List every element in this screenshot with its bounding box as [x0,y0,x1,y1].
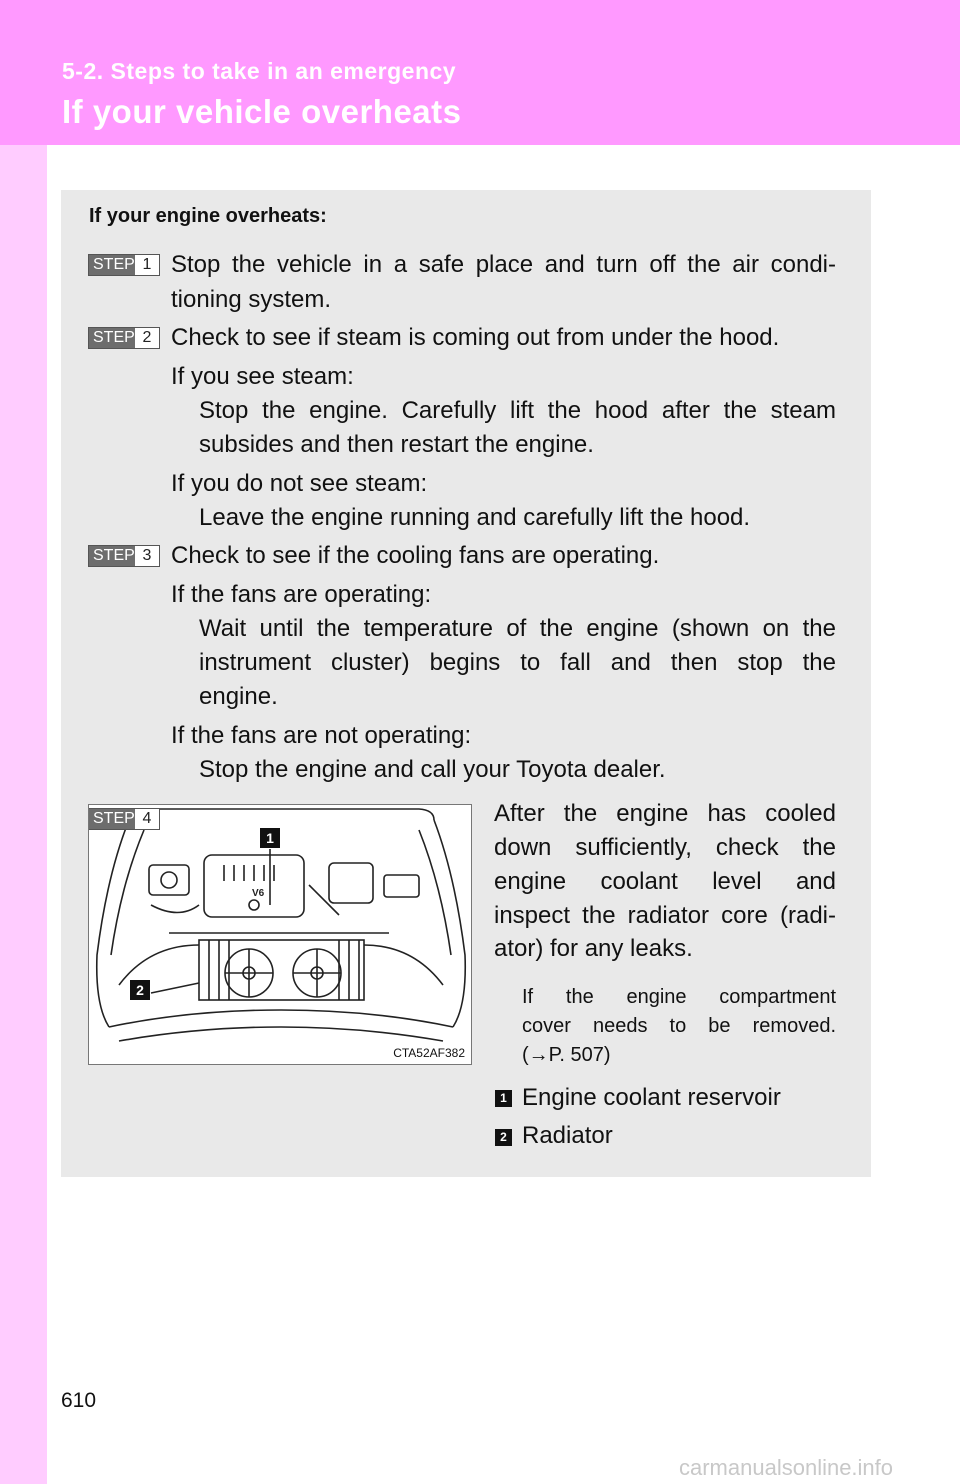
figure-callout-2: 2 [130,980,150,1000]
engine-compartment-figure [88,804,472,1065]
step-number: 1 [135,255,159,275]
legend-marker-2: 2 [495,1129,512,1146]
step-1-line-2: tioning system. [171,286,332,313]
step-3-case-2-condition: If the fans are not operating: [171,722,472,749]
step-3-case-1-action-1: Wait until the temperature of the engine (shown on the [199,615,836,642]
side-strip [0,145,47,1484]
figure-code: CTA52AF382 [393,1046,465,1060]
step-4-line-4: inspect the radiator core (radi- [494,902,836,929]
step-label: STEP [89,809,135,829]
step-4-note-line-2: cover needs to be removed. [522,1015,836,1037]
step-2-line-1: Check to see if steam is coming out from under the hood. [171,324,780,351]
page-number: 610 [61,1389,97,1412]
step-4-note-line-1: If the engine compartment [522,986,836,1008]
step-1-line-1: Stop the vehicle in a safe place and turn off the air condi- [171,251,836,278]
step-2-case-1-condition: If you see steam: [171,363,354,390]
step-4-line-3: engine coolant level and [494,868,836,895]
step-4-line-2: down sufficiently, check the [494,834,836,861]
figure-callout-1: 1 [260,828,280,848]
step-number: 3 [135,546,159,566]
content-heading: If your engine overheats: [89,205,327,227]
step-badge-3 [88,545,160,567]
step-3-case-1-action-3: engine. [199,683,278,710]
step-2-case-2-action-1: Leave the engine running and carefully lift the hood. [199,504,751,531]
step-3-case-1-action-2: instrument cluster) begins to fall and then stop the [199,649,836,676]
step-4-line-1: After the engine has cooled [494,800,836,827]
page-title: If your vehicle overheats [62,93,462,130]
engine-badge-text: V6 [252,888,265,899]
section-label: 5-2. Steps to take in an emergency [62,58,457,84]
step-4-line-5: ator) for any leaks. [494,935,693,962]
step-badge-2 [88,327,160,349]
step-badge-1 [88,254,160,276]
engine-compartment-illustration [89,805,472,1065]
legend-marker-1: 1 [495,1090,512,1107]
step-label: STEP [89,255,135,275]
step-2-case-1-action-1: Stop the engine. Carefully lift the hood after the steam [199,397,836,424]
step-number: 4 [135,809,159,829]
step-badge-4 [88,808,160,830]
legend-label-2: Radiator [522,1122,613,1149]
step-3-line-1: Check to see if the cooling fans are operating. [171,542,660,569]
step-label: STEP [89,328,135,348]
legend-label-1: Engine coolant reservoir [522,1084,781,1111]
step-4-note-line-3: (→P. 507) [522,1044,611,1066]
step-2-case-2-condition: If you do not see steam: [171,470,428,497]
step-3-case-1-condition: If the fans are operating: [171,581,432,608]
step-2-case-1-action-2: subsides and then restart the engine. [199,431,594,458]
step-label: STEP [89,546,135,566]
watermark: carmanualsonline.info [679,1455,894,1480]
step-number: 2 [135,328,159,348]
step-3-case-2-action-1: Stop the engine and call your Toyota dealer. [199,756,666,783]
